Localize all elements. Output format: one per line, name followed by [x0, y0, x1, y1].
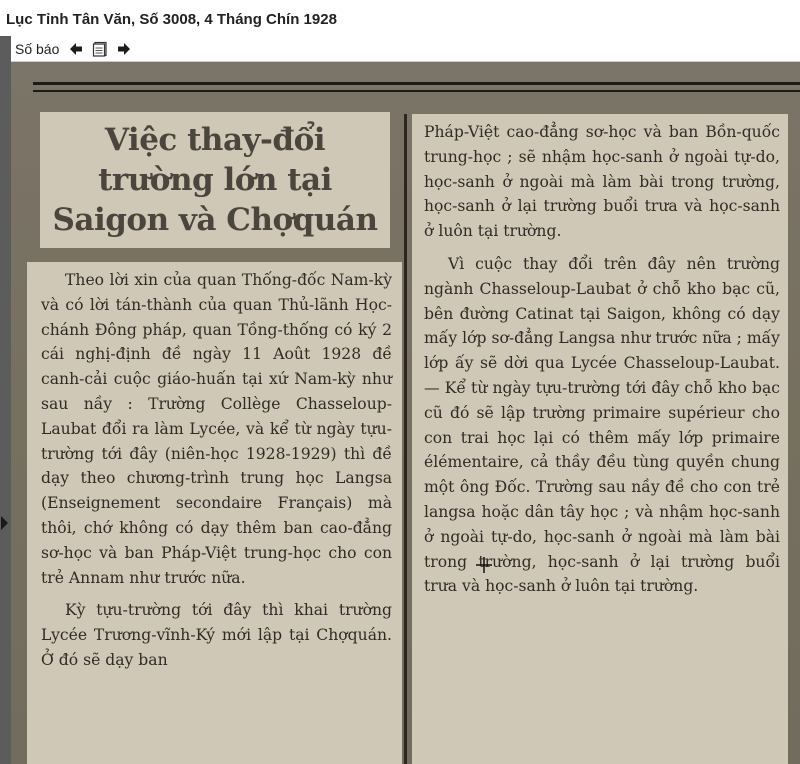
article-left-column	[27, 262, 402, 764]
arrow-left-icon[interactable]	[67, 40, 85, 58]
arrow-right-icon[interactable]	[115, 40, 133, 58]
article-paragraph: Kỳ tựu-trường tới đây thì khai trường Lycée Trương-vĩnh-Ký mới lập tại Chợquán. Ở đó sẽ dạy ban	[41, 601, 392, 669]
expand-panel-arrow-icon[interactable]	[1, 516, 8, 530]
page-title: Lục Tỉnh Tân Văn, Số 3008, 4 Tháng Chín 1928	[6, 11, 337, 28]
headline-box	[40, 112, 390, 248]
newspaper-scan	[11, 62, 800, 764]
article-right-column	[412, 114, 788, 764]
crosshair-cursor-icon	[475, 556, 493, 574]
article-paragraph: Vì cuộc thay đổi trên đây nên trường ngành Chasseloup-Laubat ở chỗ kho bạc cũ, bên đường Catinat tại Saigon, không có dạy mấy lớp sơ-đẳng Langsa như trước nữa ; mấy lớp ấy sẽ dời qua Lycée Chasseloup-Laubat. — Kể từ ngày tựu-trường tới đây chỗ kho bạc cũ đó sẽ lập trường primaire supérieur cho con trai học lại có thêm mấy lớp primaire élémentaire, cả thầy đều tùng quyền chung một ông Đốc. Trường sau nầy đề cho con trẻ langsa hoặc dân tây học ; và nhậm học-sanh ở ngoài tự-do, học-sanh ở ngoài mà làm bài trong trường, học-sanh ở lại trường buổi trưa và học-sanh ở luôn tại trường.	[424, 254, 780, 596]
issue-label: Số báo	[15, 40, 60, 57]
top-rule-line	[33, 82, 800, 85]
page-icon[interactable]	[91, 40, 109, 58]
issue-toolbar	[11, 36, 800, 62]
article-paragraph: Theo lời xin của quan Thống-đốc Nam-kỳ và có lời tán-thành của quan Thủ-lãnh Học-chánh Đông pháp, quan Tồng-thống có ký 2 cái nghị-định đề ngày 11 Août 1928 đề canh-cải cuộc giáo-huấn tại xứ Nam-kỳ như sau nầy : Trường Collège Chasseloup-Laubat đổi ra làm Lycée, và kể từ ngày tựu-trường tới đây (niên-học 1928-1929) thì đề dạy theo chương-trình trung học Langsa (Enseignement secondaire Français) mà thôi, chớ không có dạy thêm ban cao-đẳng sơ-học và ban Pháp-Việt trung-học cho con trẻ Annam như trước nữa.	[41, 271, 392, 587]
article-headline: Việc thay-đổi trường lớn tại Saigon và Chợquán	[52, 122, 378, 238]
column-divider	[404, 114, 407, 764]
document-viewer	[0, 36, 800, 764]
page-header	[0, 0, 800, 37]
article-paragraph: Pháp-Việt cao-đẳng sơ-học và ban Bồn-quốc trung-học ; sẽ nhậm học-sanh ở ngoài tự-do, học-sanh ở ngoài mà làm bài trong trường, học-sanh ở lại trường buổi trưa và học-sanh ở luôn tại trường.	[424, 123, 780, 241]
top-rule-line-thin	[33, 90, 800, 92]
